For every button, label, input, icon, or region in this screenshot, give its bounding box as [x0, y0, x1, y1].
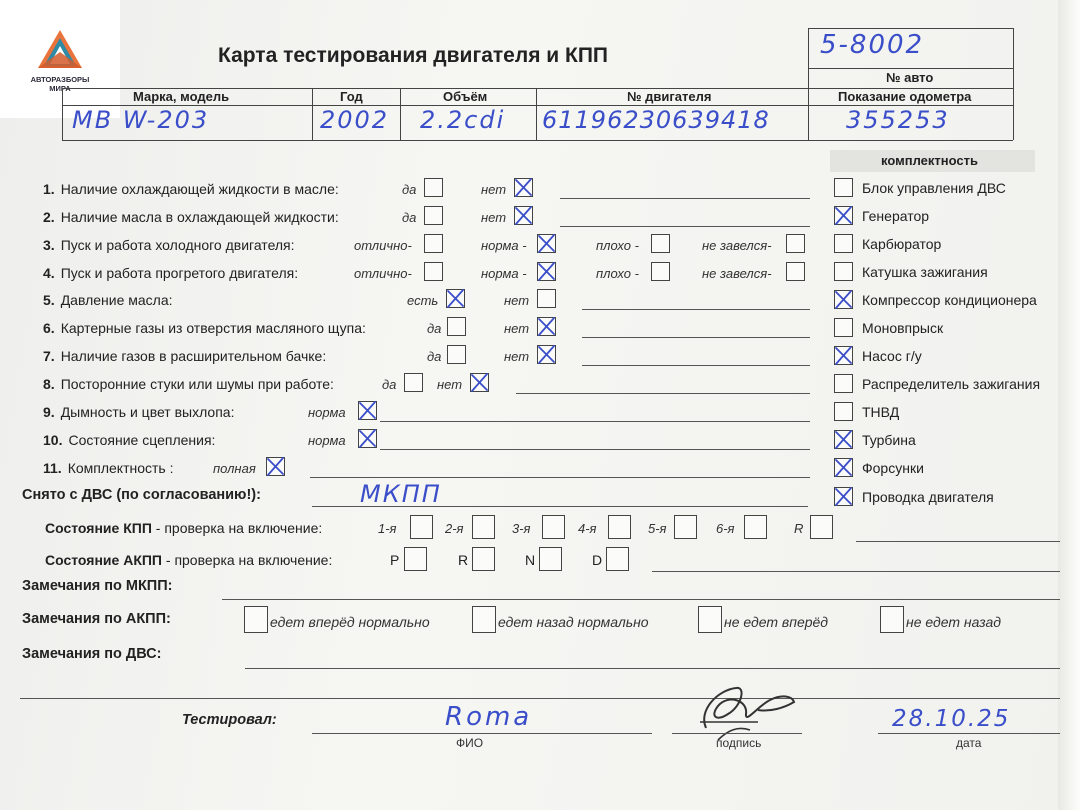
- completeness-checkbox[interactable]: [834, 262, 853, 281]
- option-label: норма -: [481, 266, 527, 281]
- remarks-akpp-label: Замечания по АКПП:: [22, 611, 171, 627]
- table-border: [808, 28, 1013, 29]
- gear-label: 3-я: [512, 521, 531, 536]
- question-text: Картерные газы из отверстия масляного щупа:: [60, 320, 366, 336]
- option-checkbox[interactable]: [514, 178, 533, 197]
- question-10: [43, 432, 215, 448]
- option-checkbox[interactable]: [424, 206, 443, 225]
- question-text: Наличие масла в охлаждающей жидкости:: [60, 209, 339, 225]
- question-number: 8.: [43, 376, 55, 392]
- removed-value: МКПП: [360, 480, 442, 508]
- gear-checkbox[interactable]: [410, 515, 433, 539]
- mode-checkbox[interactable]: [472, 547, 495, 571]
- completeness-item-label: Проводка двигателя: [862, 489, 994, 505]
- option-label: да: [402, 182, 417, 197]
- option-label: да: [402, 210, 417, 225]
- remarks-dvs-label: Замечания по ДВС:: [22, 646, 162, 662]
- option-checkbox[interactable]: [786, 234, 805, 253]
- option-checkbox[interactable]: [537, 289, 556, 308]
- question-1: [43, 181, 339, 197]
- question-note-line[interactable]: [380, 421, 810, 422]
- akpp-line: [652, 571, 1060, 572]
- question-note-line[interactable]: [560, 198, 810, 199]
- removed-line: [312, 506, 808, 507]
- completeness-item-label: Карбюратор: [862, 236, 942, 252]
- question-8: [43, 376, 334, 392]
- question-number: 1.: [43, 181, 55, 197]
- kpp-label: [45, 520, 322, 536]
- option-label: нет: [437, 377, 463, 392]
- col-engine-no: № двигателя: [627, 89, 712, 104]
- question-note-line[interactable]: [310, 477, 810, 478]
- signature-caption: подпись: [716, 736, 762, 750]
- akpp-remark-checkbox[interactable]: [244, 606, 268, 633]
- signature-line[interactable]: [672, 733, 802, 734]
- gear-checkbox[interactable]: [674, 515, 697, 539]
- completeness-item-label: Блок управления ДВС: [862, 180, 1006, 196]
- option-checkbox[interactable]: [424, 234, 443, 253]
- table-border: [312, 88, 313, 140]
- page-title: Карта тестирования двигателя и КПП: [218, 44, 609, 67]
- option-checkbox[interactable]: [447, 317, 466, 336]
- make-model-value: MB W-203: [72, 106, 210, 134]
- col-year: Год: [340, 89, 363, 104]
- logo-icon: [32, 28, 88, 72]
- logo: [0, 0, 120, 118]
- gear-checkbox[interactable]: [810, 515, 833, 539]
- question-7: [43, 348, 326, 364]
- date-value: 28.10.25: [892, 706, 1011, 732]
- name-caption: ФИО: [456, 736, 484, 750]
- akpp-remark-checkbox[interactable]: [698, 606, 722, 633]
- completeness-checkbox[interactable]: [834, 178, 853, 197]
- completeness-item-label: ТНВД: [862, 404, 900, 420]
- kpp-label-rest: - проверка на включение:: [151, 520, 323, 536]
- gear-label: 2-я: [445, 521, 464, 536]
- gear-checkbox[interactable]: [472, 515, 495, 539]
- option-label: нет: [504, 321, 530, 336]
- col-odometer: Показание одометра: [838, 89, 972, 104]
- date-caption: дата: [956, 736, 982, 750]
- completeness-item-label: Турбина: [862, 432, 916, 448]
- question-note-line[interactable]: [582, 337, 810, 338]
- question-text: Пуск и работа холодного двигателя:: [60, 237, 295, 253]
- gear-label: R: [794, 521, 804, 536]
- question-number: 4.: [43, 265, 55, 281]
- option-label: нет: [504, 349, 530, 364]
- gear-label: 4-я: [578, 521, 597, 536]
- option-label: плохо -: [596, 266, 639, 281]
- option-label: не завелся-: [702, 238, 772, 253]
- question-5: [43, 292, 173, 308]
- completeness-checkbox[interactable]: [834, 234, 853, 253]
- mode-label: R: [458, 552, 469, 568]
- option-checkbox[interactable]: [404, 373, 423, 392]
- mode-checkbox[interactable]: [606, 547, 629, 571]
- question-text: Комплектность :: [67, 460, 174, 476]
- question-note-line[interactable]: [380, 449, 810, 450]
- kpp-line: [856, 541, 1060, 542]
- gear-label: 5-я: [648, 521, 667, 536]
- option-checkbox[interactable]: [470, 373, 489, 392]
- logo-line2: МИРА: [49, 84, 71, 93]
- table-border: [1013, 28, 1014, 140]
- col-volume: Объём: [443, 89, 488, 104]
- question-text: Пуск и работа прогретого двигателя:: [60, 265, 299, 281]
- option-checkbox[interactable]: [266, 457, 285, 476]
- question-number: 10.: [43, 432, 63, 448]
- option-checkbox[interactable]: [514, 206, 533, 225]
- mode-label: P: [390, 552, 400, 568]
- question-number: 9.: [43, 404, 55, 420]
- car-number-label: № авто: [886, 70, 934, 85]
- table-border: [536, 88, 537, 140]
- question-4: [43, 265, 298, 281]
- question-number: 5.: [43, 292, 55, 308]
- question-note-line[interactable]: [582, 365, 810, 366]
- question-6: [43, 320, 366, 336]
- completeness-checkbox[interactable]: [834, 374, 853, 393]
- question-text: Наличие охлаждающей жидкости в масле:: [60, 181, 339, 197]
- table-border: [62, 140, 1013, 141]
- remarks-mkpp-label: Замечания по МКПП:: [22, 578, 173, 594]
- mode-checkbox[interactable]: [539, 547, 562, 571]
- completeness-checkbox[interactable]: [834, 430, 853, 449]
- completeness-item-label: Насос г/у: [862, 348, 922, 364]
- question-note-line[interactable]: [560, 226, 810, 227]
- date-line[interactable]: [878, 733, 1060, 734]
- completeness-item-label: Форсунки: [862, 460, 924, 476]
- option-checkbox[interactable]: [358, 401, 377, 420]
- akpp-label-bold: Состояние АКПП: [45, 552, 162, 568]
- card-edge: [1058, 0, 1080, 810]
- option-label: полная: [213, 461, 256, 476]
- option-checkbox[interactable]: [651, 262, 670, 281]
- kpp-label-bold: Состояние КПП: [45, 520, 152, 536]
- remarks-dvs-line[interactable]: [245, 668, 1060, 669]
- akpp-remark-checkbox[interactable]: [880, 606, 904, 633]
- question-text: Дымность и цвет выхлопа:: [60, 404, 235, 420]
- car-number-value: 5-8002: [820, 30, 925, 60]
- option-label: отлично-: [354, 238, 412, 253]
- completeness-item-label: Катушка зажигания: [862, 264, 988, 280]
- question-number: 2.: [43, 209, 55, 225]
- tested-label: Тестировал:: [182, 712, 277, 728]
- option-label: есть: [407, 293, 439, 308]
- year-value: 2002: [320, 106, 390, 134]
- remarks-dvs-line2[interactable]: [20, 698, 1060, 699]
- akpp-remark-label: едет вперёд нормально: [270, 614, 430, 630]
- completeness-checkbox[interactable]: [834, 458, 853, 477]
- completeness-checkbox[interactable]: [834, 402, 853, 421]
- option-checkbox[interactable]: [537, 262, 556, 281]
- option-label: да: [382, 377, 397, 392]
- completeness-checkbox[interactable]: [834, 487, 853, 506]
- question-text: Давление масла:: [60, 292, 173, 308]
- option-label: нет: [504, 293, 530, 308]
- option-label: нет: [481, 210, 507, 225]
- option-label: нет: [481, 182, 507, 197]
- option-checkbox[interactable]: [446, 289, 465, 308]
- question-text: Наличие газов в расширительном бачке:: [60, 348, 327, 364]
- option-label: не завелся-: [702, 266, 772, 281]
- question-text: Состояние сцепления:: [68, 432, 216, 448]
- question-number: 6.: [43, 320, 55, 336]
- option-checkbox[interactable]: [537, 234, 556, 253]
- option-label: да: [427, 321, 442, 336]
- table-border: [808, 28, 809, 140]
- mode-checkbox[interactable]: [404, 547, 427, 571]
- completeness-item-label: Компрессор кондиционера: [862, 292, 1037, 308]
- question-number: 7.: [43, 348, 55, 364]
- question-2: [43, 209, 339, 225]
- option-checkbox[interactable]: [651, 234, 670, 253]
- question-11: [43, 460, 174, 476]
- odometer-value: 355253: [846, 106, 950, 134]
- completeness-item-label: Моновпрыск: [862, 320, 944, 336]
- akpp-label-rest: - проверка на включение:: [162, 552, 333, 568]
- question-number: 3.: [43, 237, 55, 253]
- option-label: норма -: [481, 238, 527, 253]
- option-checkbox[interactable]: [537, 345, 556, 364]
- completeness-title: комплектность: [881, 153, 978, 168]
- question-9: [43, 404, 234, 420]
- akpp-remark-label: не едет вперёд: [724, 614, 829, 630]
- completeness-item-label: Распределитель зажигания: [862, 376, 1041, 392]
- mode-label: N: [525, 552, 536, 568]
- completeness-checkbox[interactable]: [834, 346, 853, 365]
- gear-checkbox[interactable]: [608, 515, 631, 539]
- akpp-remark-checkbox[interactable]: [472, 606, 496, 633]
- table-border: [808, 68, 1013, 69]
- question-number: 11.: [43, 460, 62, 476]
- option-checkbox[interactable]: [786, 262, 805, 281]
- mode-label: D: [592, 552, 603, 568]
- completeness-checkbox[interactable]: [834, 318, 853, 337]
- option-label: норма: [308, 433, 346, 448]
- completeness-item-label: Генератор: [862, 208, 930, 224]
- completeness-checkbox[interactable]: [834, 206, 853, 225]
- akpp-remark-label: едет назад нормально: [498, 614, 649, 630]
- option-label: плохо -: [596, 238, 639, 253]
- option-label: отлично-: [354, 266, 412, 281]
- option-checkbox[interactable]: [358, 429, 377, 448]
- question-note-line[interactable]: [582, 309, 810, 310]
- table-border: [62, 88, 63, 140]
- gear-checkbox[interactable]: [744, 515, 767, 539]
- question-3: [43, 237, 295, 253]
- option-label: да: [427, 349, 442, 364]
- option-checkbox[interactable]: [537, 317, 556, 336]
- gear-checkbox[interactable]: [542, 515, 565, 539]
- tester-name-value: Roma: [445, 702, 533, 732]
- name-line[interactable]: [312, 733, 652, 734]
- akpp-label: [45, 552, 332, 568]
- table-border: [400, 88, 401, 140]
- option-checkbox[interactable]: [424, 262, 443, 281]
- question-note-line[interactable]: [516, 393, 810, 394]
- removed-label: [22, 487, 261, 503]
- question-text: Посторонние стуки или шумы при работе:: [60, 376, 334, 392]
- akpp-remark-label: не едет назад: [906, 614, 1001, 630]
- gear-label: 1-я: [378, 521, 397, 536]
- remarks-mkpp-line[interactable]: [222, 599, 1060, 600]
- option-checkbox[interactable]: [447, 345, 466, 364]
- option-label: норма: [308, 405, 346, 420]
- completeness-checkbox[interactable]: [834, 290, 853, 309]
- option-checkbox[interactable]: [424, 178, 443, 197]
- volume-value: 2.2cdi: [420, 106, 506, 134]
- col-make-model: Марка, модель: [133, 89, 230, 104]
- logo-line1: АВТОРАЗБОРЫ: [30, 75, 90, 84]
- removed-label-text: Снято с ДВС (по согласованию!):: [22, 487, 261, 503]
- gear-label: 6-я: [716, 521, 735, 536]
- engine-no-value: 61196230639418: [542, 106, 770, 134]
